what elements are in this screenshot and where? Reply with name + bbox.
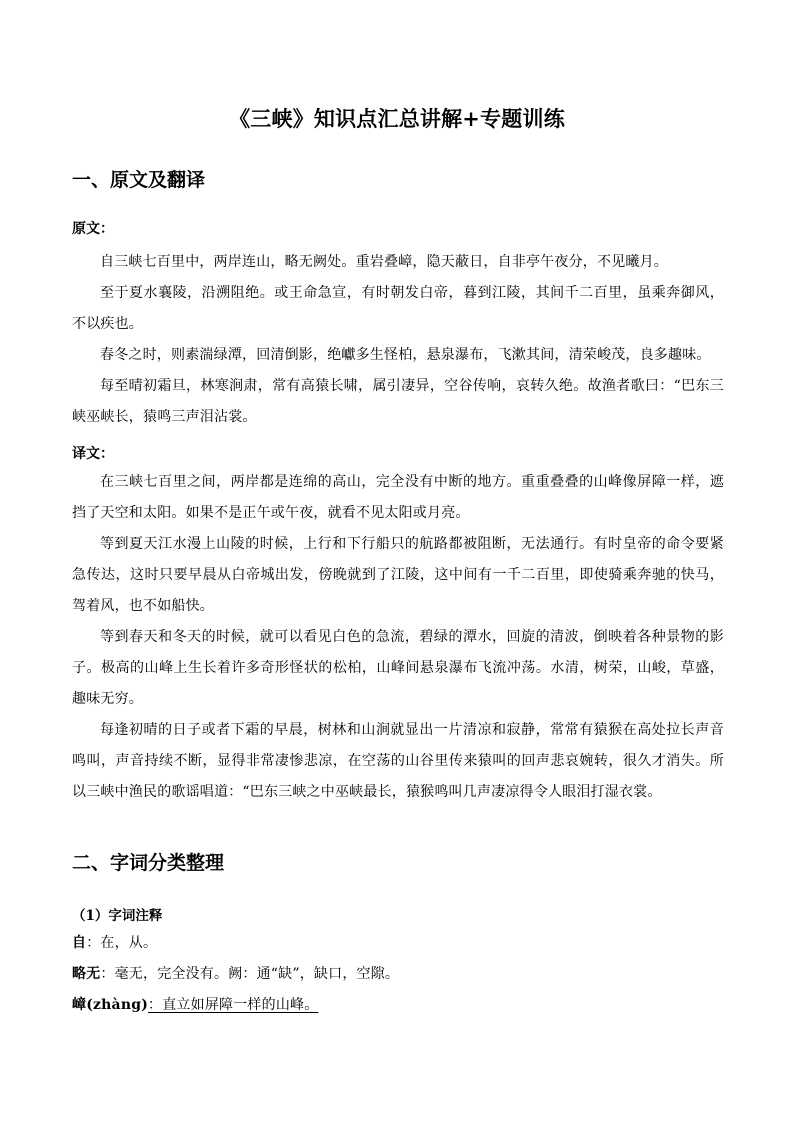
translation-text-block (72, 467, 724, 808)
glossary-term: 自 (72, 935, 87, 951)
original-paragraph: 春冬之时，则素湍绿潭，回清倒影，绝巘多生怪柏，悬泉瀑布，飞漱其间，清荣峻茂，良多趣味。 (100, 347, 711, 363)
glossary-entry (72, 990, 724, 1021)
section-heading-original-and-translation: 一、原文及翻译 (72, 169, 206, 191)
glossary-term: 嶂(zhàng) (72, 997, 149, 1013)
glossary-definition: ：在，从。 (86, 935, 158, 951)
section-heading-word-classification: 二、字词分类整理 (72, 852, 225, 874)
glossary-subheading: （1）字词注释 (72, 908, 163, 924)
glossary-entry (72, 928, 724, 959)
document-title: 《三峡》知识点汇总讲解+专题训练 (229, 106, 565, 131)
translation-paragraph: 等到夏天江水漫上山陵的时候，上行和下行船只的航路都被阻断，无法通行。有时皇帝的命令要紧急传达，这时只要早晨从白帝城出发，傍晚就到了江陵，这中间有一千二百里，即使骑乘奔驰的快马，驾着风，也不如船快。 (72, 536, 724, 614)
glossary-term: 略无 (72, 966, 101, 982)
original-text-label: 原文： (72, 221, 114, 237)
translation-paragraph: 每逢初晴的日子或者下霜的早晨，树林和山涧就显出一片清凉和寂静，常常有猿猴在高处拉长声音鸣叫，声音持续不断，显得非常凄惨悲凉，在空荡的山谷里传来猿叫的回声悲哀婉转，很久才消失。所以三峡中渔民的歌谣唱道：“巴东三峡之中巫峡最长，猿猴鸣叫几声凄凉得令人眼泪打湿衣裳。 (72, 722, 724, 800)
original-paragraph: 每至晴初霜旦，林寒涧肃，常有高猿长啸，属引凄异，空谷传响，哀转久绝。故渔者歌曰：“巴东三峡巫峡长，猿鸣三声泪沾裳。 (72, 378, 724, 425)
translation-paragraph: 等到春天和冬天的时候，就可以看见白色的急流，碧绿的潭水，回旋的清波，倒映着各种景物的影子。极高的山峰上生长着许多奇形怪状的松柏，山峰间悬泉瀑布飞流冲荡。水清，树荣，山峻，草盛，趣味无穷。 (72, 629, 724, 707)
glossary-list (72, 928, 724, 1021)
original-paragraph: 自三峡七百里中，两岸连山，略无阙处。重岩叠嶂，隐天蔽日，自非亭午夜分，不见曦月。 (100, 254, 668, 270)
glossary-entry (72, 959, 724, 990)
translation-paragraph: 在三峡七百里之间，两岸都是连绵的高山，完全没有中断的地方。重重叠叠的山峰像屏障一样，遮挡了天空和太阳。如果不是正午或午夜，就看不见太阳或月亮。 (72, 474, 724, 521)
original-paragraph: 至于夏水襄陵，沿溯阻绝。或王命急宣，有时朝发白帝，暮到江陵，其间千二百里，虽乘奔御风，不以疾也。 (72, 285, 724, 332)
glossary-definition: ：直立如屏障一样的山峰。 (148, 997, 319, 1013)
glossary-definition: ：毫无，完全没有。阙：通“缺”，缺口，空隙。 (100, 966, 400, 982)
original-text-block (72, 247, 724, 433)
translation-label: 译文： (72, 446, 114, 462)
